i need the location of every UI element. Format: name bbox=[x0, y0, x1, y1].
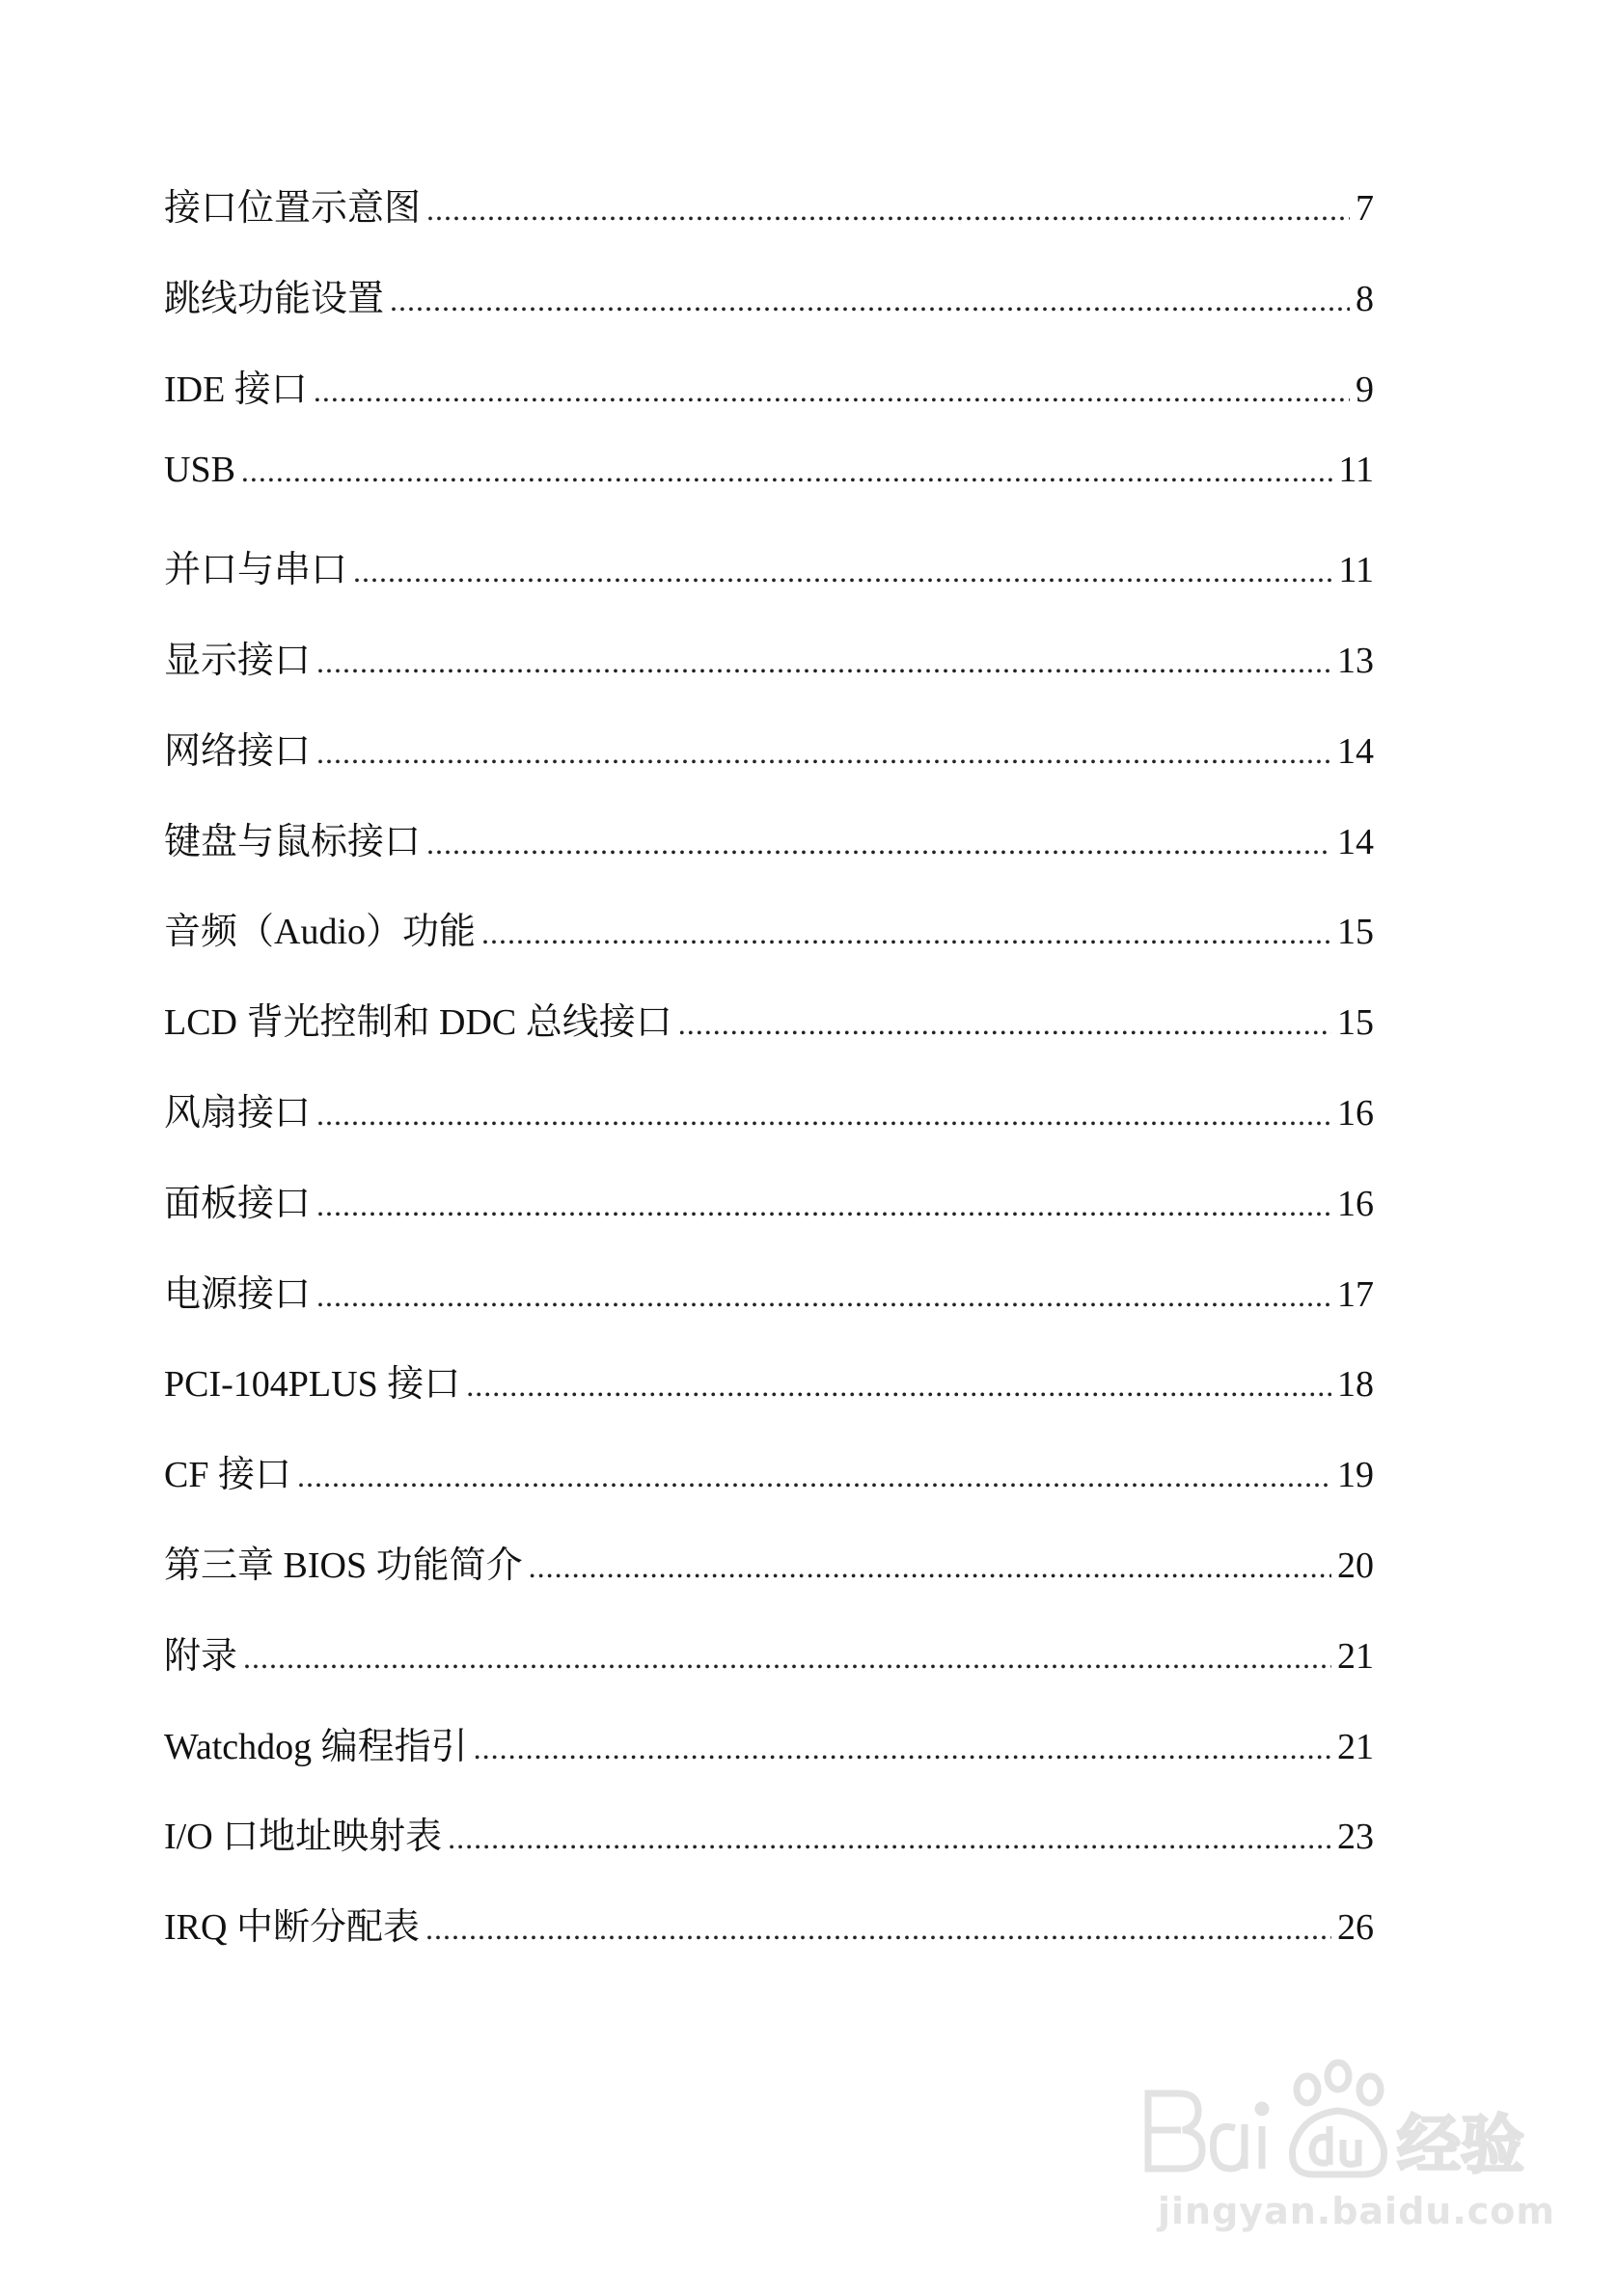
toc-entry-title: 第三章 BIOS 功能简介 bbox=[164, 1544, 523, 1586]
toc-entry-page: 11 bbox=[1338, 450, 1374, 491]
toc-dot-leader bbox=[474, 1731, 1331, 1766]
toc-entry-title: 显示接口 bbox=[164, 640, 312, 681]
toc-entry[interactable] bbox=[164, 539, 1374, 630]
watermark-url: jingyan.baidu.com bbox=[1158, 2190, 1555, 2232]
toc-entry-title: I/O 口地址映射表 bbox=[164, 1817, 443, 1858]
toc-entry-page: 17 bbox=[1337, 1273, 1374, 1315]
toc-entry-title: 键盘与鼠标接口 bbox=[164, 821, 422, 862]
toc-dot-leader bbox=[426, 826, 1331, 861]
toc-entry-title: LCD 背光控制和 DDC 总线接口 bbox=[164, 1002, 672, 1044]
toc-entry[interactable] bbox=[164, 1444, 1374, 1535]
toc-entry[interactable] bbox=[164, 1353, 1374, 1444]
toc-entry-title: 并口与串口 bbox=[164, 550, 348, 591]
toc-entry-page: 15 bbox=[1337, 1002, 1374, 1044]
toc-entry-page: 26 bbox=[1337, 1907, 1374, 1949]
toc-entry-page: 11 bbox=[1338, 550, 1374, 591]
toc-entry-title: 风扇接口 bbox=[164, 1092, 312, 1134]
baidu-paw-logo-icon bbox=[1138, 2055, 1544, 2200]
toc-entry[interactable] bbox=[164, 992, 1374, 1082]
toc-entry-title: 附录 bbox=[164, 1635, 238, 1677]
toc-entry[interactable] bbox=[164, 1626, 1374, 1716]
toc-entry-title: 面板接口 bbox=[164, 1183, 312, 1224]
toc-entry[interactable] bbox=[164, 449, 1374, 539]
toc-entry-title: CF 接口 bbox=[164, 1455, 291, 1496]
baidu-jingyan-watermark bbox=[1138, 2055, 1555, 2257]
toc-entry-page: 19 bbox=[1337, 1455, 1374, 1496]
toc-dot-leader bbox=[316, 1097, 1331, 1133]
toc-entry[interactable] bbox=[164, 178, 1374, 268]
toc-dot-leader bbox=[297, 1459, 1331, 1494]
toc-entry-page: 21 bbox=[1337, 1726, 1374, 1767]
toc-entry[interactable] bbox=[164, 811, 1374, 902]
toc-entry-title: USB bbox=[164, 450, 235, 491]
toc-dot-leader bbox=[481, 916, 1331, 951]
toc-entry-title: IDE 接口 bbox=[164, 369, 308, 410]
toc-entry[interactable] bbox=[164, 1806, 1374, 1897]
toc-dot-leader bbox=[243, 1640, 1331, 1676]
toc-entry-page: 14 bbox=[1337, 821, 1374, 862]
watermark-logo-text: 经验 bbox=[1397, 2108, 1524, 2182]
toc-entry[interactable] bbox=[164, 1082, 1374, 1173]
toc-entry-page: 20 bbox=[1337, 1544, 1374, 1586]
toc-entry[interactable] bbox=[164, 1716, 1374, 1807]
toc-entry-page: 23 bbox=[1337, 1817, 1374, 1858]
toc-entry-page: 13 bbox=[1337, 640, 1374, 681]
toc-entry[interactable] bbox=[164, 1173, 1374, 1264]
toc-dot-leader bbox=[314, 373, 1350, 409]
toc-entry[interactable] bbox=[164, 721, 1374, 811]
toc-dot-leader bbox=[529, 1549, 1331, 1585]
table-of-contents bbox=[164, 178, 1374, 1987]
toc-dot-leader bbox=[353, 554, 1332, 589]
toc-entry[interactable] bbox=[164, 901, 1374, 992]
toc-entry-title: 接口位置示意图 bbox=[164, 188, 422, 229]
toc-dot-leader bbox=[426, 192, 1350, 228]
toc-entry-title: 跳线功能设置 bbox=[164, 278, 385, 319]
toc-dot-leader bbox=[316, 1278, 1331, 1314]
toc-entry[interactable] bbox=[164, 1264, 1374, 1354]
toc-entry-title: IRQ 中断分配表 bbox=[164, 1907, 420, 1949]
toc-dot-leader bbox=[390, 283, 1350, 318]
toc-dot-leader bbox=[316, 1188, 1331, 1223]
toc-entry-page: 15 bbox=[1337, 912, 1374, 953]
toc-entry-page: 14 bbox=[1337, 730, 1374, 772]
toc-entry[interactable] bbox=[164, 268, 1374, 359]
toc-entry-page: 16 bbox=[1337, 1092, 1374, 1134]
toc-dot-leader bbox=[466, 1368, 1331, 1404]
toc-dot-leader bbox=[316, 735, 1331, 771]
toc-dot-leader bbox=[241, 453, 1332, 489]
toc-entry-page: 7 bbox=[1356, 188, 1374, 229]
toc-entry[interactable] bbox=[164, 1897, 1374, 1987]
toc-entry-page: 18 bbox=[1337, 1364, 1374, 1406]
toc-entry-title: Watchdog 编程指引 bbox=[164, 1726, 468, 1767]
toc-entry[interactable] bbox=[164, 359, 1374, 450]
toc-dot-leader bbox=[316, 644, 1331, 680]
toc-entry-title: PCI-104PLUS 接口 bbox=[164, 1364, 461, 1406]
toc-dot-leader bbox=[425, 1911, 1331, 1947]
toc-entry[interactable] bbox=[164, 630, 1374, 721]
toc-entry-title: 网络接口 bbox=[164, 730, 312, 772]
toc-entry-title: 音频（Audio）功能 bbox=[164, 912, 477, 953]
toc-dot-leader bbox=[678, 1006, 1331, 1042]
toc-entry-title: 电源接口 bbox=[164, 1273, 312, 1315]
toc-entry-page: 9 bbox=[1356, 369, 1374, 410]
toc-entry[interactable] bbox=[164, 1535, 1374, 1626]
toc-entry-page: 16 bbox=[1337, 1183, 1374, 1224]
toc-dot-leader bbox=[448, 1820, 1331, 1856]
toc-entry-page: 21 bbox=[1337, 1635, 1374, 1677]
toc-entry-page: 8 bbox=[1356, 278, 1374, 319]
